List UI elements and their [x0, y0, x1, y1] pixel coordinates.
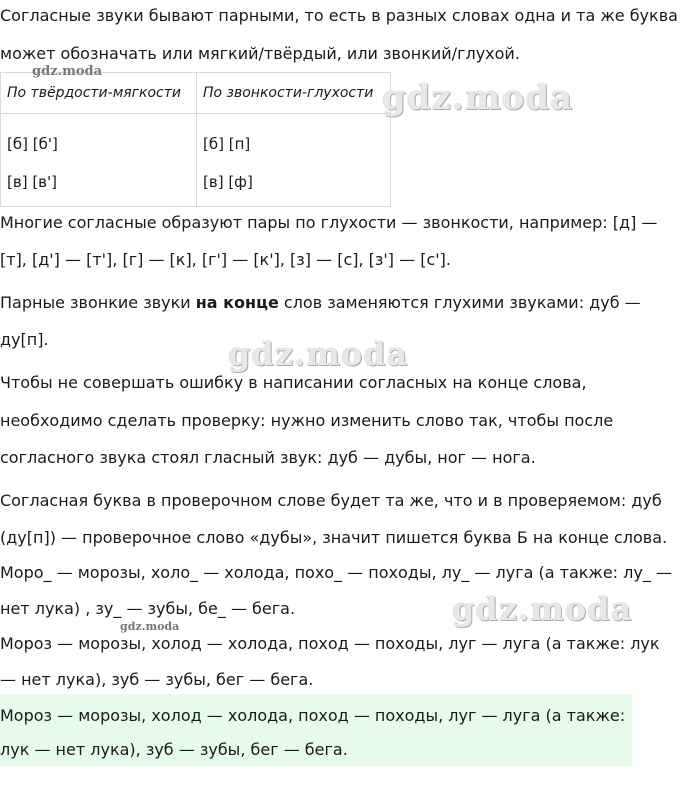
table-cell-hardness [1, 114, 197, 207]
p4-line-1: Согласная буква в проверочном слове будет та же, что и в проверяемом: дуб [0, 491, 662, 510]
p3-line-2: необходимо сделать проверку: нужно изменить слово так, чтобы после [0, 411, 614, 430]
p1-line-1: Многие согласные образуют пары по глухости — звонкости, например: [д] — [0, 213, 658, 232]
intro-line-1: Согласные звуки бывают парными, то есть в разных словах одна и та же буква [0, 6, 678, 25]
intro-line-2: может обозначать или мягкий/твёрдый, или звонкий/глухой. [0, 44, 520, 63]
table-header-hardness: По твёрдости-мягкости [1, 73, 197, 114]
p2-line-1 [0, 293, 641, 313]
ex2-line-1: Мороз — морозы, холод — холода, поход — походы, луг — луга (а также: лук [0, 634, 660, 653]
watermark-big-3: gdz.moda [452, 590, 633, 628]
watermark-small-2: gdz.moda [120, 620, 180, 633]
watermark-small-1: gdz.moda [32, 64, 103, 79]
p3-line-1: Чтобы не совершать ошибку в написании согласных на конце слова, [0, 373, 587, 392]
p3-line-3: согласного звука стоял гласный звук: дуб — дубы, ног — нога. [0, 448, 536, 467]
table-cell-bp: [б] [п] [203, 135, 251, 153]
table-cell-vf: [в] [ф] [203, 173, 253, 191]
p2-text-a: Парные звонкие звуки [0, 293, 196, 312]
ex3-line-2: лук — нет лука), зуб — зубы, бег — бега. [0, 740, 348, 759]
p2-line-2: ду[п]. [0, 330, 49, 349]
p1-line-2: [т], [д'] — [т'], [г] — [к], [г'] — [к'], [з] — [с], [з'] — [с']. [0, 250, 451, 269]
table-cell-voicing [197, 114, 391, 207]
ex1-line-1: Моро_ — морозы, холо_ — холода, похо_ — походы, лу_ — луга (а также: лу_ — [0, 563, 672, 582]
ex1-line-2: нет лука) , зу_ — зубы, бе_ — бега. [0, 599, 296, 618]
watermark-big-1: gdz.moda [382, 78, 574, 118]
p4-line-2: (ду[п]) — проверочное слово «дубы», значит пишется буква Б на конце слова. [0, 528, 668, 547]
table-cell-b: [б] [б'] [7, 135, 58, 153]
p2-text-c: слов заменяются глухими звуками: дуб — [278, 293, 641, 312]
ex2-line-2: — нет лука), зуб — зубы, бег — бега. [0, 670, 314, 689]
watermark-big-2: gdz.moda [228, 335, 409, 373]
pairs-table [0, 72, 391, 207]
table-cell-v: [в] [в'] [7, 173, 57, 191]
ex3-line-1: Мороз — морозы, холод — холода, поход — походы, луг — луга (а также: [0, 706, 626, 725]
table-header-voicing: По звонкости-глухости [197, 73, 391, 114]
p2-bold: на конце [195, 293, 279, 312]
